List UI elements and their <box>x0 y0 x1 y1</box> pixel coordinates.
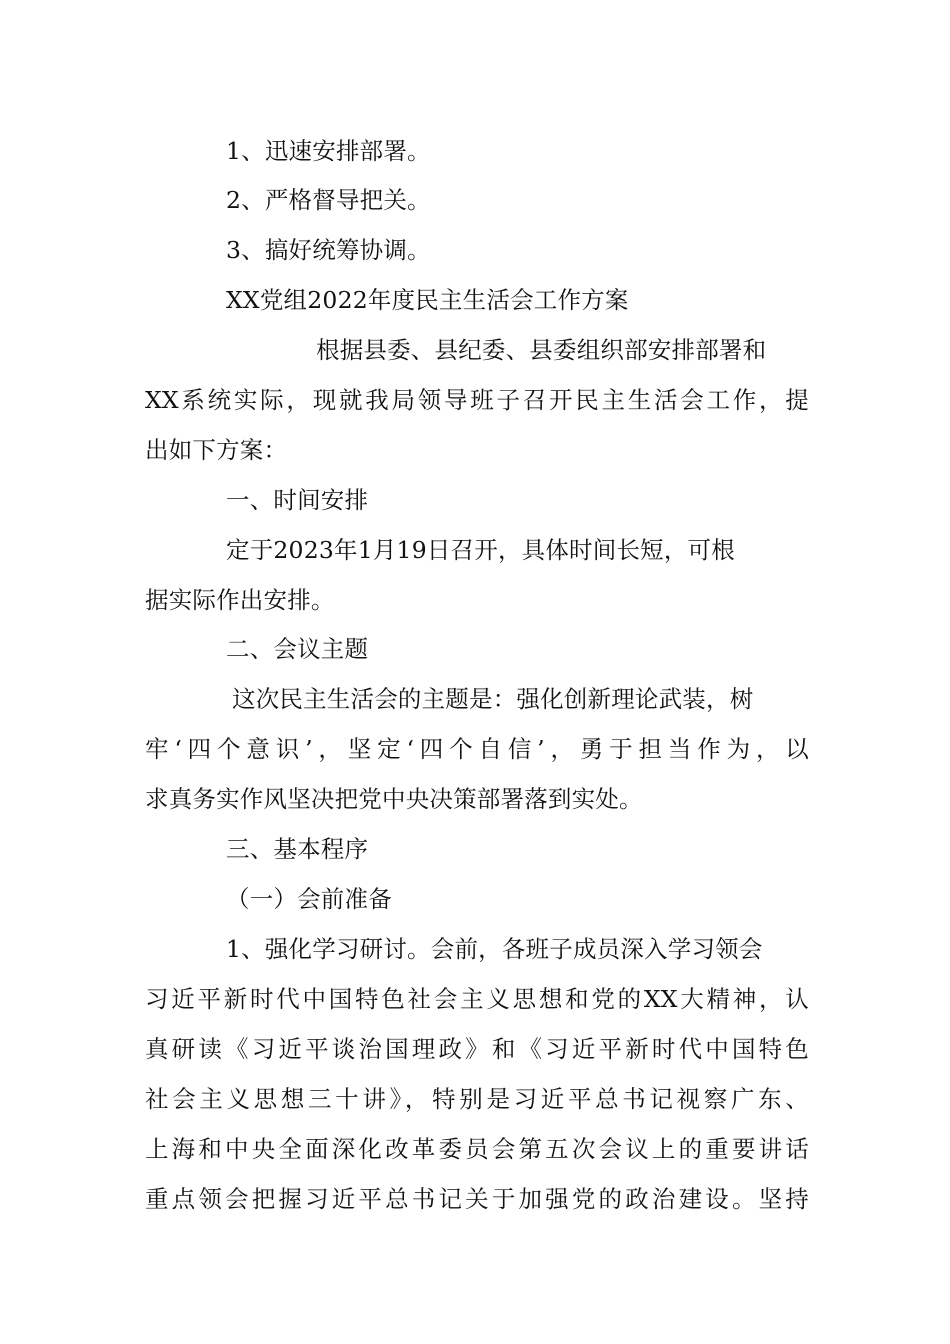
paragraph-study-line-4: 社会主义思想三十讲》，特别是习近平总书记视察广东、 <box>145 1085 809 1113</box>
list-item-2: 2、严格督导把关。 <box>226 186 431 214</box>
document-title: XX党组2022年度民主生活会工作方案 <box>226 286 629 314</box>
list-item-1: 1、迅速安排部署。 <box>226 137 431 165</box>
paragraph-theme-line-3: 求真务实作风坚决把党中央决策部署落到实处。 <box>145 785 643 813</box>
section-heading-time: 一、时间安排 <box>226 486 369 514</box>
paragraph-intro-line-2: XX系统实际，现就我局领导班子召开民主生活会工作，提 <box>145 386 809 414</box>
paragraph-intro-line-1: 根据县委、县纪委、县委组织部安排部署和 <box>316 336 767 364</box>
paragraph-study-line-2: 习近平新时代中国特色社会主义思想和党的XX大精神，认 <box>145 985 809 1013</box>
paragraph-intro-line-3: 出如下方案： <box>145 436 288 464</box>
subsection-heading-preparation: （一）会前准备 <box>226 885 392 913</box>
section-heading-theme: 二、会议主题 <box>226 635 369 663</box>
section-heading-procedure: 三、基本程序 <box>226 835 369 863</box>
list-item-3: 3、搞好统筹协调。 <box>226 236 431 264</box>
paragraph-theme-line-1: 这次民主生活会的主题是：强化创新理论武装，树 <box>232 685 754 713</box>
paragraph-time-line-2: 据实际作出安排。 <box>145 586 335 614</box>
paragraph-theme-line-2: 牢‘四个意识’，坚定‘四个自信’，勇于担当作为，以 <box>145 735 809 763</box>
paragraph-study-line-1: 1、强化学习研讨。会前，各班子成员深入学习领会 <box>226 935 763 963</box>
paragraph-time-line-1: 定于2023年1月19日召开，具体时间长短，可根 <box>226 536 735 564</box>
paragraph-study-line-3: 真研读《习近平谈治国理政》和《习近平新时代中国特色 <box>145 1035 809 1063</box>
paragraph-study-line-6: 重点领会把握习近平总书记关于加强党的政治建设。坚持 <box>145 1185 809 1213</box>
paragraph-study-line-5: 上海和中央全面深化改革委员会第五次会议上的重要讲话 <box>145 1135 809 1163</box>
